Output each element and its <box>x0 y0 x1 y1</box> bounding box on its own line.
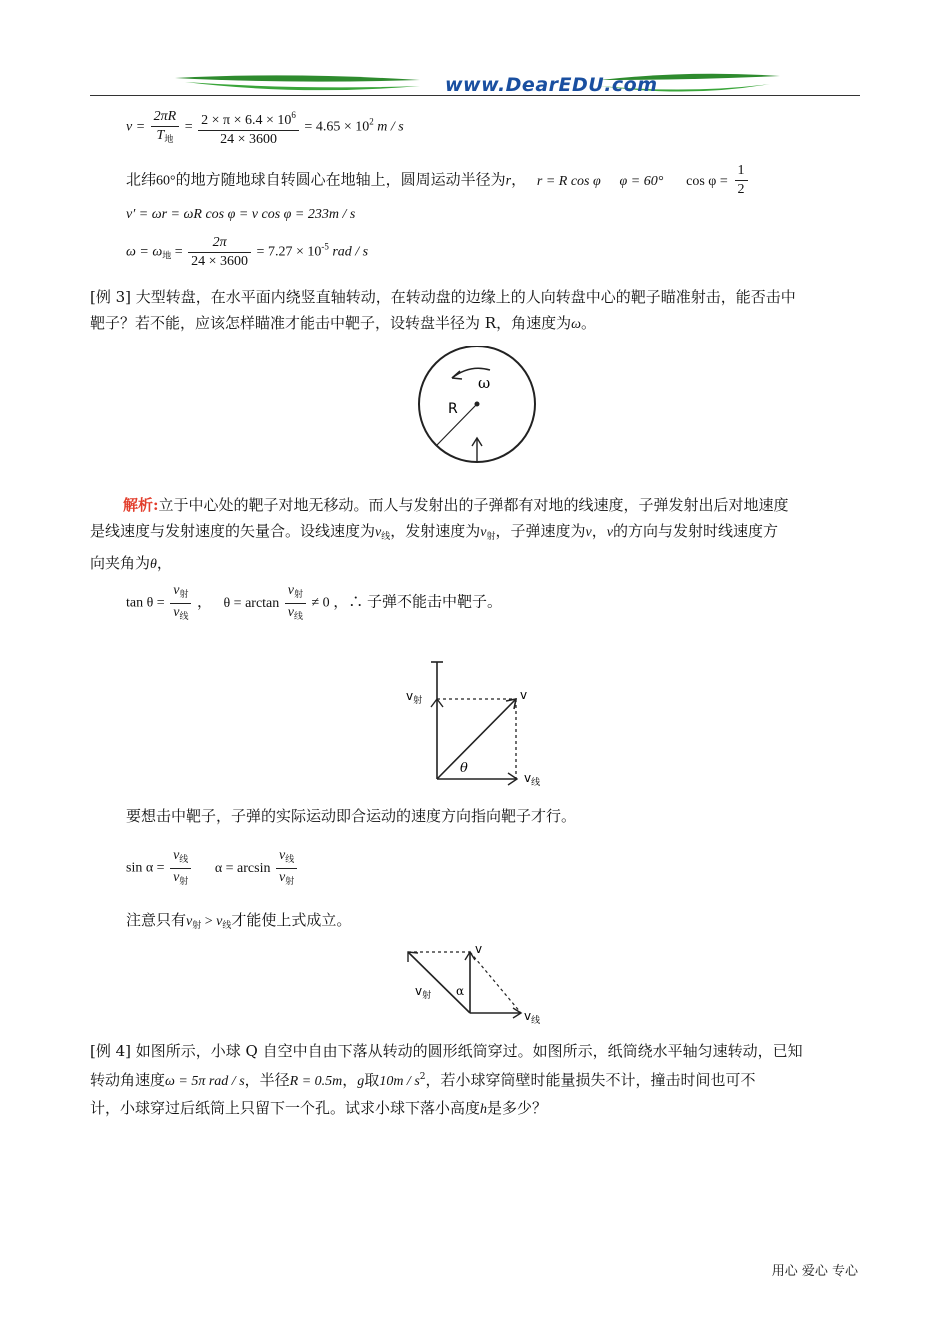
header-rule <box>90 95 860 96</box>
example-4-line-3: 计，小球穿过后纸筒上只留下一个孔。试求小球下落小高度h是多少？ <box>90 1099 548 1117</box>
v-she-label: $v_射$ <box>406 689 423 706</box>
omega-label: ω <box>478 374 491 392</box>
example-3 <box>90 284 865 338</box>
v-label: v <box>475 942 483 956</box>
header-logo <box>90 66 860 106</box>
latitude-line: 北纬60°的地方随地球自转圆心在地轴上，圆周运动半径为r， r = R cos φ φ = 60° cos φ = $\frac{1}{2}$ <box>126 163 750 198</box>
alpha-label: α <box>456 984 465 998</box>
theta-label: θ <box>460 761 468 776</box>
example-4 <box>90 1038 865 1123</box>
v-xian-label: $v_线$ <box>524 1009 541 1026</box>
aim-paragraph: 要想击中靶子，子弹的实际运动即合运动的速度方向指向靶子才行。 <box>126 807 577 825</box>
condition-note: 注意只有$v_射 > v_线$才能使上式成立。 <box>126 911 352 931</box>
analysis-line-3: 向夹角为θ， <box>90 554 172 572</box>
equation-linear-speed: v = $\frac{2\pi R}{T_地}$ = $\frac{2 \times \pi \times 6.4 \times 10^6}{24 \times 3600}$ = $4.65 \times 10^2$ m / s <box>126 108 404 147</box>
turntable-figure <box>410 346 550 470</box>
logo-text: www.DearEDU.com <box>445 74 658 96</box>
example-4-line-1: [例 4] 如图所示，小球 Q 自空中自由下落从转动的圆形纸筒穿过。如图所示，纸筒绕水平轴匀速转动，已知 <box>90 1042 803 1060</box>
analysis-line-1: 解析:立于中心处的靶子对地无移动。而人与发射出的子弹都有对地的线速度，子弹发射出后对地速度 <box>123 496 789 514</box>
equation-tan-theta: tan θ = $\frac{v_射}{v_线}$ ， θ = arctan $\frac{v_射}{v_线}$ ≠ 0 ，∴ 子弹不能击中靶子。 <box>126 583 502 621</box>
v-xian-label: $v_线$ <box>524 771 541 788</box>
v-she-label: $v_射$ <box>415 984 432 1001</box>
equation-sin-alpha: sin α = $\frac{v_线}{v_射}$ α = arcsin $\frac{v_线}{v_射}$ <box>126 848 299 889</box>
v-label: v <box>520 688 528 702</box>
analysis-line-2: 是线速度与发射速度的矢量合。设线速度为$v_线$，发射速度为$v_射$，子弹速度为v，v的方向与发射时线速度方 <box>90 522 778 542</box>
equation-omega: $\omega = \omega_地$ = $\frac{2\pi}{24 \times 3600}$ = $7.27 \times 10^{-5}$ rad / s <box>126 235 369 269</box>
example-3-line-2: 靶子？若不能，应该怎样瞄准才能击中靶子，设转盘半径为 R，角速度为ω。 <box>90 314 596 332</box>
analysis <box>90 492 865 578</box>
radius-label: R <box>448 401 458 417</box>
example-4-line-2: 转动角速度ω = 5π rad / s，半径R = 0.5m，g取$10m / s^2$，若小球穿筒壁时能量损失不计，撞击时间也可不 <box>90 1071 756 1089</box>
velocity-composition-figure <box>400 654 560 790</box>
aiming-vector-figure <box>400 940 550 1030</box>
footer-text: 用心 爱心 专心 <box>771 1264 858 1279</box>
example-3-line-1: [例 3] 大型转盘，在水平面内绕竖直轴转动，在转动盘的边缘上的人向转盘中心的靶子瞄准射击，能否击中 <box>90 288 796 306</box>
analysis-label: 解析: <box>123 496 159 514</box>
equation-v-prime: v′ = ωr = ωR cos φ = v cos φ = 233m / s <box>126 207 356 222</box>
